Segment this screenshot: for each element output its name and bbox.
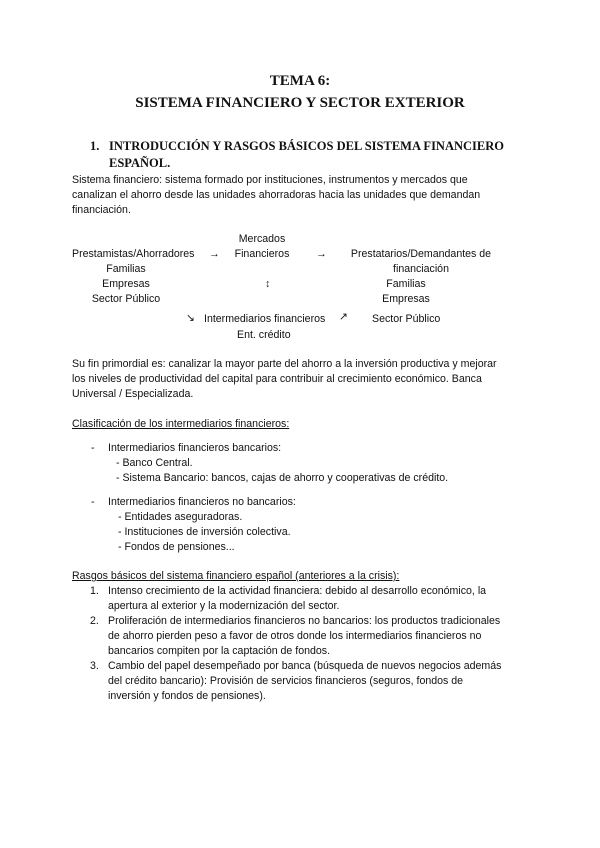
list-item: de ahorro pierden peso a favor de otros donde los intermediarios financieros no <box>108 630 482 642</box>
list-number: 3. <box>90 660 99 672</box>
arrow-right-icon: → <box>209 248 220 260</box>
bullet-dash: - <box>91 442 95 454</box>
list-item: Proliferación de intermediarios financieros no bancarios: los productos tradicionales <box>108 615 501 627</box>
list-item: apertura al exterior y la modernización del sector. <box>108 600 340 612</box>
title-line-2: SISTEMA FINANCIERO Y SECTOR EXTERIOR <box>135 95 465 111</box>
intermediarios-label: Intermediarios financieros <box>204 313 326 325</box>
section-number: 1. <box>90 139 100 153</box>
list-item: Intenso crecimiento de la actividad financiera: debido al desarrollo económico, la <box>108 585 487 597</box>
borrower-item: Sector Público <box>372 313 441 325</box>
list-item: - Sistema Bancario: bancos, cajas de ahorro y cooperativas de crédito. <box>116 472 449 484</box>
arrow-up-right-icon: ↗ <box>339 311 348 323</box>
purpose-line-2: los niveles de productividad del capital para contribuir al crecimiento económico. Banca <box>72 373 482 385</box>
arrow-updown-icon: ↕ <box>265 278 271 290</box>
features-heading: Rasgos básicos del sistema financiero español (anteriores a la crisis): <box>72 570 400 582</box>
purpose-line-3: Universal / Especializada. <box>72 388 194 400</box>
list-item: bancarios compiten por la captación de fondos. <box>108 645 331 657</box>
borrower-item: Empresas <box>382 293 430 305</box>
purpose-line-1: Su fin primordial es: canalizar la mayor parte del ahorro a la inversión productiva y mejorar <box>72 358 497 370</box>
list-item: - Instituciones de inversión colectiva. <box>118 526 291 538</box>
arrow-right-icon: → <box>316 248 327 260</box>
borrowers-label-line-1: Prestatarios/Demandantes de <box>350 248 492 260</box>
title-line-1: TEMA 6: <box>269 73 331 89</box>
list-number: 1. <box>90 585 99 597</box>
section-heading-line-1: INTRODUCCIÓN Y RASGOS BÁSICOS DEL SISTEMA FINANCIERO <box>109 139 504 153</box>
borrowers-label-line-2: financiación <box>393 263 449 275</box>
mercados-label: Mercados <box>238 233 286 245</box>
list-item: - Fondos de pensiones... <box>118 541 235 553</box>
lender-item: Empresas <box>102 278 150 290</box>
definition-line-1: Sistema financiero: sistema formado por instituciones, instrumentos y mercados que <box>72 174 468 186</box>
financieros-label: Financieros <box>234 248 290 260</box>
ent-credito-label: Ent. crédito <box>237 329 291 341</box>
section-heading-line-2: ESPAÑOL. <box>109 156 171 170</box>
list-number: 2. <box>90 615 99 627</box>
lender-item: Familias <box>106 263 146 275</box>
list-item: inversión y fondos de pensiones). <box>108 690 266 702</box>
definition-line-2: canalizan el ahorro desde las unidades ahorradoras hacia las unidades que demandan <box>72 189 481 201</box>
nonbanking-intermediaries-label: Intermediarios financieros no bancarios: <box>108 496 296 508</box>
lender-item: Sector Público <box>91 293 161 305</box>
banking-intermediaries-label: Intermediarios financieros bancarios: <box>108 442 282 454</box>
list-item: del crédito bancario): Provisión de servicios financieros (seguros, fondos de <box>108 675 464 687</box>
list-item: - Banco Central. <box>116 457 193 469</box>
bullet-dash: - <box>91 496 95 508</box>
borrower-item: Familias <box>386 278 426 290</box>
list-item: Cambio del papel desempeñado por banca (búsqueda de nuevos negocios además <box>108 660 502 672</box>
list-item: - Entidades aseguradoras. <box>118 511 243 523</box>
classification-heading: Clasificación de los intermediarios financieros: <box>72 418 290 430</box>
lenders-label: Prestamistas/Ahorradores <box>72 248 195 260</box>
arrow-down-right-icon: ↘ <box>186 312 195 324</box>
definition-line-3: financiación. <box>72 204 131 216</box>
